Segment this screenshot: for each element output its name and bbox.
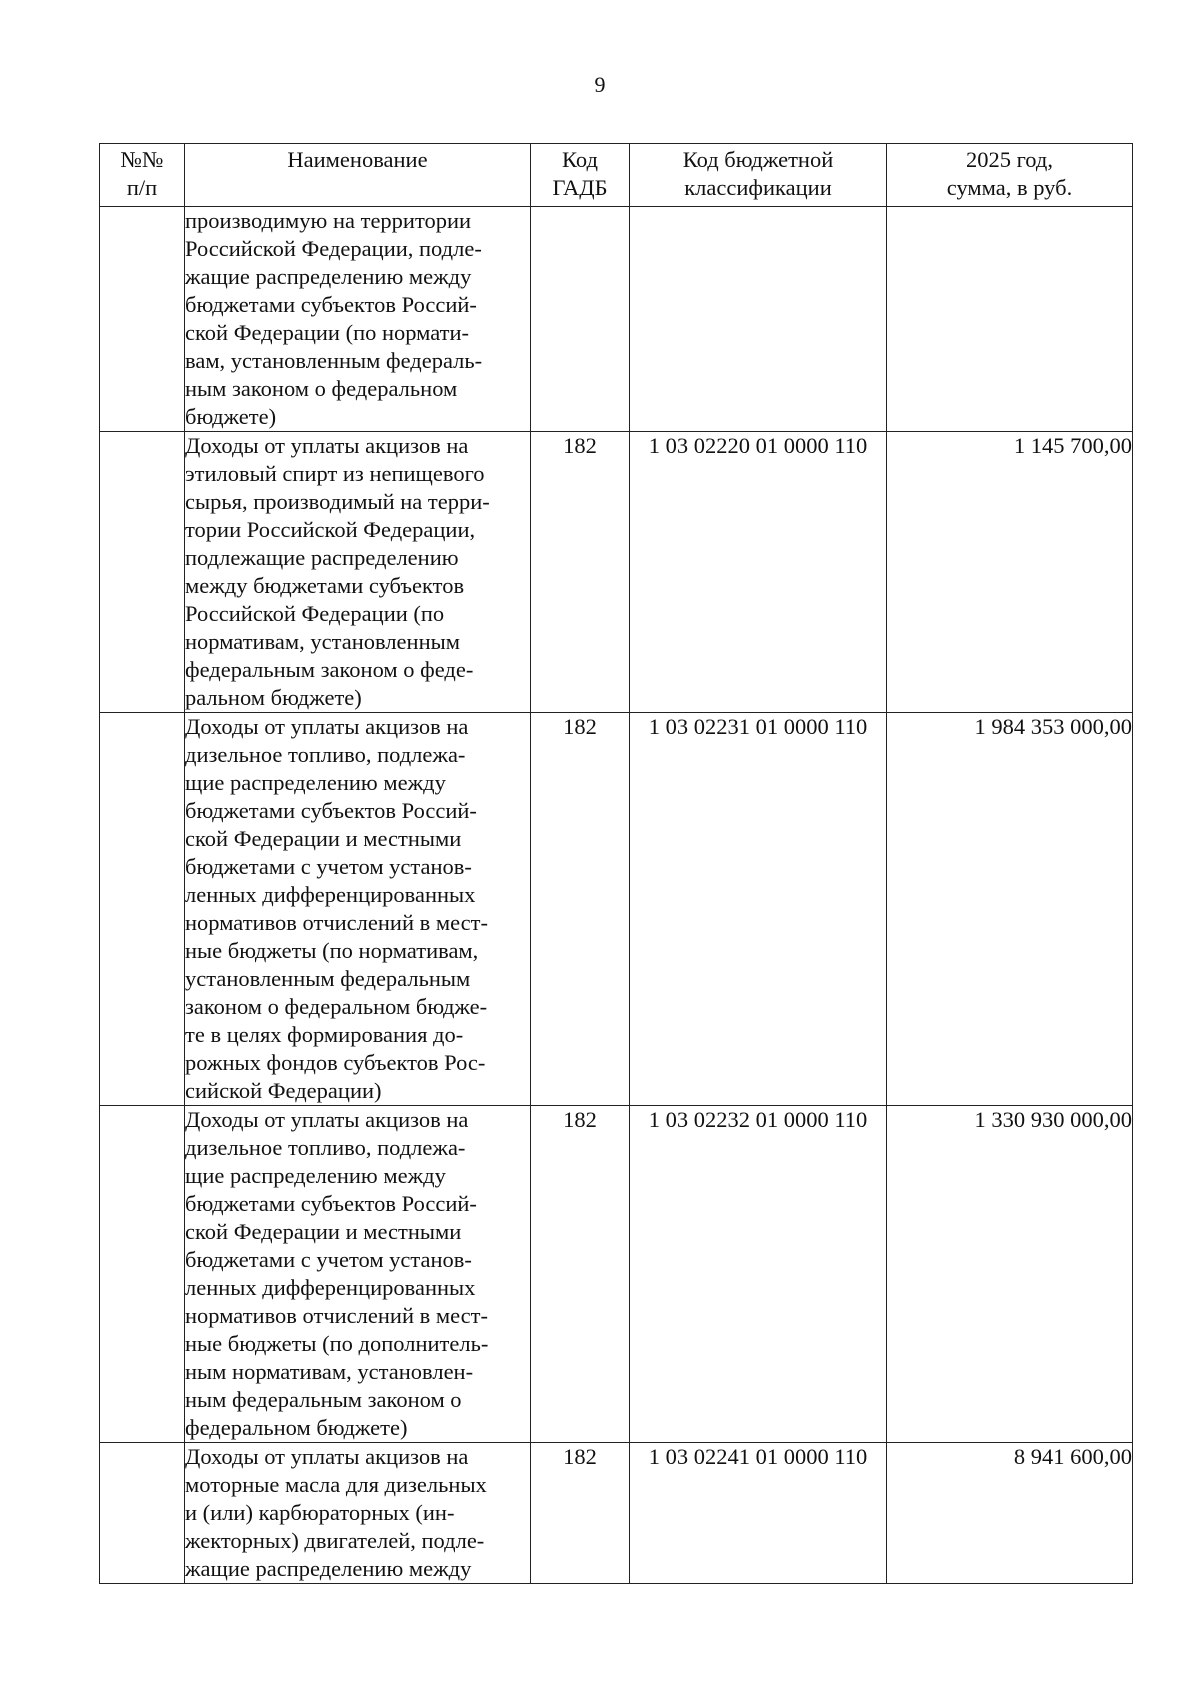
sum-2025-cell: 8 941 600,00	[887, 1443, 1133, 1584]
sum-2025-cell: 1 145 700,00	[887, 432, 1133, 713]
revenue-name-line: Доходы от уплаты акцизов на	[185, 1107, 469, 1132]
header-sum-line: 2025 год,	[966, 147, 1053, 172]
header-sum-line: сумма, в руб.	[946, 175, 1073, 200]
revenue-name-line: Доходы от уплаты акцизов на	[185, 1444, 469, 1469]
revenue-name-line: ленных дифференцированных	[185, 882, 476, 907]
revenue-name-line: ные бюджеты (по дополнитель-	[185, 1331, 489, 1356]
revenue-name-line: бюджете)	[185, 404, 277, 429]
table-row	[100, 1443, 1133, 1584]
revenue-name-line: бюджетами с учетом установ-	[185, 1247, 472, 1272]
gadb-code-cell: 182	[531, 1106, 630, 1443]
revenue-name-cell	[185, 207, 531, 432]
row-number-cell	[100, 1443, 185, 1584]
revenue-name-line: нормативов отчислений в мест-	[185, 910, 488, 935]
revenue-name-line: Российской Федерации (по	[185, 601, 445, 626]
revenue-name-line: сийской Федерации)	[185, 1078, 382, 1103]
revenue-name-line: Доходы от уплаты акцизов на	[185, 714, 469, 739]
revenue-name-line: ным нормативам, установлен-	[185, 1359, 474, 1384]
revenue-name-line: ным федеральным законом о	[185, 1387, 462, 1412]
revenue-name-line: жащие распределению между	[185, 264, 472, 289]
revenue-name-line: щие распределению между	[185, 770, 446, 795]
revenue-name-line: федеральным законом о феде-	[185, 657, 474, 682]
sum-2025-cell	[887, 207, 1133, 432]
row-number-cell	[100, 1106, 185, 1443]
revenue-name-line: те в целях формирования до-	[185, 1022, 464, 1047]
revenue-name-line: ской Федерации (по нормати-	[185, 320, 470, 345]
table-row	[100, 207, 1133, 432]
table-row	[100, 432, 1133, 713]
revenue-name-line: этиловый спирт из непищевого	[185, 461, 485, 486]
header-number	[100, 144, 185, 207]
revenue-name-cell	[185, 1443, 531, 1584]
revenue-name-line: нормативов отчислений в мест-	[185, 1303, 488, 1328]
revenue-name-line: бюджетами субъектов Россий-	[185, 1191, 477, 1216]
header-gadb-line: Код	[562, 147, 598, 172]
revenue-name-line: вам, установленным федераль-	[185, 348, 483, 373]
revenue-name-line: дизельное топливо, подлежа-	[185, 1135, 466, 1160]
table-row	[100, 713, 1133, 1106]
revenue-name-line: подлежащие распределению	[185, 545, 459, 570]
revenue-name-line: нормативам, установленным	[185, 629, 460, 654]
sum-2025-cell: 1 984 353 000,00	[887, 713, 1133, 1106]
row-number-cell	[100, 207, 185, 432]
budget-classification-code-cell: 1 03 02241 01 0000 110	[630, 1443, 887, 1584]
table-header-row	[100, 144, 1133, 207]
revenue-name-line: ральном бюджете)	[185, 685, 362, 710]
revenue-name-line: тории Российской Федерации,	[185, 517, 476, 542]
revenue-name-line: между бюджетами субъектов	[185, 573, 465, 598]
revenue-name-line: законом о федеральном бюдже-	[185, 994, 488, 1019]
revenue-name-line: жащие распределению между	[185, 1556, 472, 1581]
page-number: 9	[594, 72, 606, 97]
budget-classification-code-cell	[630, 207, 887, 432]
revenue-name-cell	[185, 432, 531, 713]
budget-revenue-table	[99, 143, 1133, 1584]
revenue-name-line: ской Федерации и местными	[185, 1219, 462, 1244]
revenue-name-line: бюджетами с учетом установ-	[185, 854, 472, 879]
header-kbk-line: классификации	[684, 175, 832, 200]
revenue-name-line: жекторных) двигателей, подле-	[185, 1528, 485, 1553]
gadb-code-cell	[531, 207, 630, 432]
revenue-name-cell	[185, 713, 531, 1106]
table-body	[100, 207, 1133, 1584]
revenue-name-line: бюджетами субъектов Россий-	[185, 798, 477, 823]
revenue-name-line: бюджетами субъектов Россий-	[185, 292, 477, 317]
revenue-name-line: сырья, производимый на терри-	[185, 489, 490, 514]
revenue-name-line: и (или) карбюраторных (ин-	[185, 1500, 455, 1525]
revenue-name-line: моторные масла для дизельных	[185, 1472, 487, 1497]
header-sum-2025	[887, 144, 1133, 207]
budget-classification-code-cell: 1 03 02231 01 0000 110	[630, 713, 887, 1106]
revenue-name-line: Доходы от уплаты акцизов на	[185, 433, 469, 458]
revenue-name-line: установленным федеральным	[185, 966, 471, 991]
revenue-name-line: дизельное топливо, подлежа-	[185, 742, 466, 767]
gadb-code-cell: 182	[531, 713, 630, 1106]
revenue-name-line: ской Федерации и местными	[185, 826, 462, 851]
header-gadb-line: ГАДБ	[552, 175, 608, 200]
header-number-line: п/п	[126, 175, 158, 200]
sum-2025-cell: 1 330 930 000,00	[887, 1106, 1133, 1443]
header-number-line: №№	[120, 147, 164, 172]
table-row	[100, 1106, 1133, 1443]
revenue-name-line: ным законом о федеральном	[185, 376, 458, 401]
revenue-name-line: Российской Федерации, подле-	[185, 236, 482, 261]
revenue-name-line: ные бюджеты (по нормативам,	[185, 938, 479, 963]
header-name-line: Наименование	[287, 147, 428, 172]
gadb-code-cell: 182	[531, 1443, 630, 1584]
header-kbk-line: Код бюджетной	[682, 147, 834, 172]
revenue-name-line: рожных фондов субъектов Рос-	[185, 1050, 486, 1075]
row-number-cell	[100, 713, 185, 1106]
header-gadb-code	[531, 144, 630, 207]
header-budget-classification-code	[630, 144, 887, 207]
gadb-code-cell: 182	[531, 432, 630, 713]
revenue-name-line: федеральном бюджете)	[185, 1415, 408, 1440]
revenue-name-line: щие распределению между	[185, 1163, 446, 1188]
row-number-cell	[100, 432, 185, 713]
revenue-name-line: ленных дифференцированных	[185, 1275, 476, 1300]
revenue-name-cell	[185, 1106, 531, 1443]
header-name	[185, 144, 531, 207]
budget-classification-code-cell: 1 03 02220 01 0000 110	[630, 432, 887, 713]
budget-classification-code-cell: 1 03 02232 01 0000 110	[630, 1106, 887, 1443]
revenue-name-line: производимую на территории	[185, 208, 472, 233]
